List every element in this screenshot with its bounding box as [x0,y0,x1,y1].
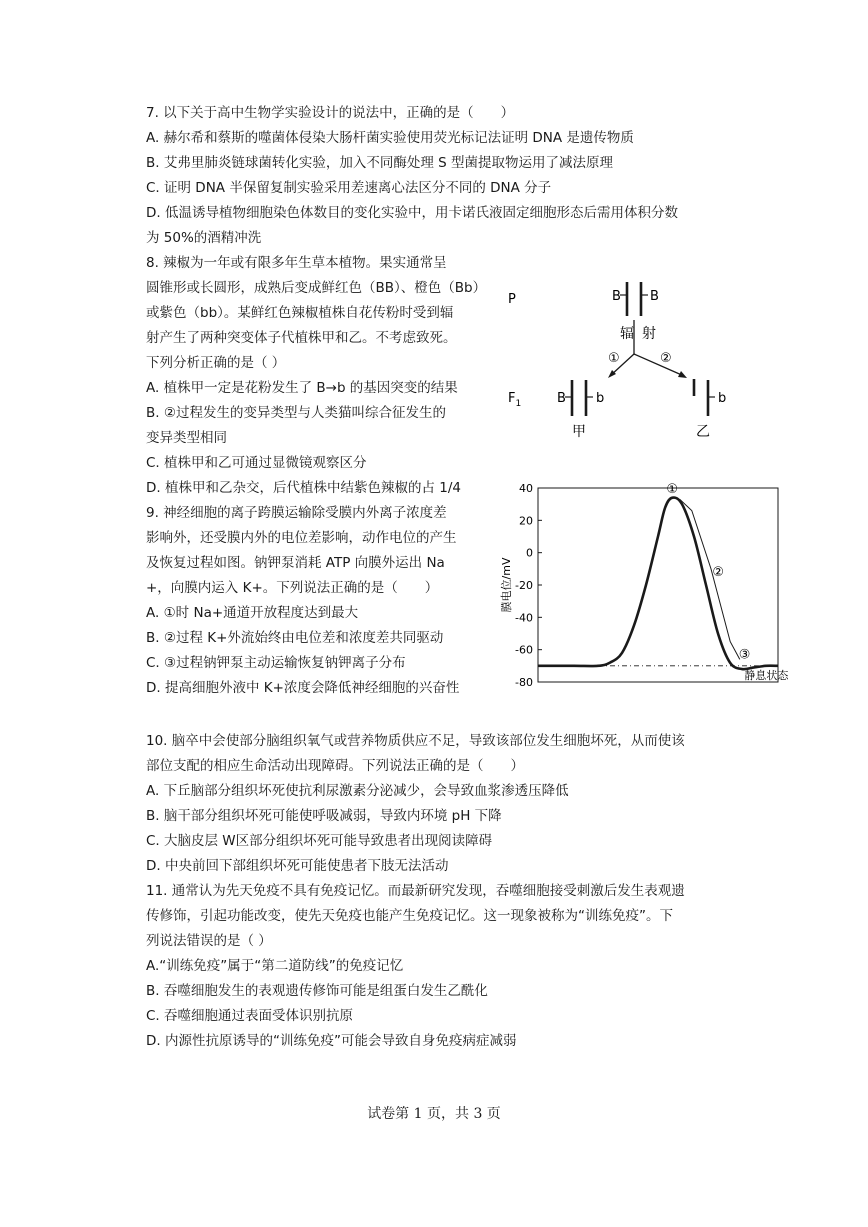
y-tick-label: 0 [526,546,533,560]
path-2-arrowhead [678,371,687,378]
q8-stem-4: 射产生了两种突变体子代植株甲和乙。不考虑致死。 [146,330,457,346]
q9-option-a: A. ①时 Na+通道开放程度达到最大 [146,605,359,621]
stage-label-2: ② [712,565,725,581]
q7-option-b: B. 艾弗里肺炎链球菌转化实验，加入不同酶处理 S 型菌提取物运用了减法原理 [146,155,613,171]
path-2-label: ② [660,351,672,366]
stage-label-3: ③ [738,647,751,663]
q10-stem-1: 10. 脑卒中会使部分脑组织氧气或营养物质供应不足，导致该部位发生细胞坏死，从而使该 [146,733,685,749]
y-tick-label: 20 [519,514,533,528]
q10-option-b: B. 脑干部分组织坏死可能使呼吸减弱，导致内环境 pH 下降 [146,808,502,824]
path-2-arrow [634,354,684,376]
q10-option-c: C. 大脑皮层 W区部分组织坏死可能导致患者出现阅读障碍 [146,833,493,849]
q8-option-a: A. 植株甲一定是花粉发生了 B→b 的基因突变的结果 [146,380,458,396]
q9-stem-1: 9. 神经细胞的离子跨膜运输除受膜内外离子浓度差 [146,505,447,521]
q10-stem-2: 部位支配的相应生命活动出现障碍。下列说法正确的是（ ） [146,758,524,774]
child2-label: 乙 [696,424,710,440]
child1-allele-left: B [557,391,566,406]
q7-option-d: D. 低温诱导植物细胞染色体数目的变化实验中，用卡诺氏液固定细胞形态后需用体积分数 [146,205,678,221]
q11-stem-2: 传修饰，引起功能改变，使先天免疫也能产生免疫记忆。这一现象被称为“训练免疫”。下 [146,908,673,924]
f1-label: $F_1$ [508,391,522,409]
q7-stem: 7. 以下关于高中生物学实验设计的说法中，正确的是（ ） [146,105,515,121]
p-label: P [508,292,516,307]
stage-labels [666,482,750,662]
y-tick-label: -80 [515,676,533,689]
q8-stem-5: 下列分析正确的是（ ） [146,355,286,371]
q8-option-b: B. ②过程发生的变异类型与人类猫叫综合征发生的 [146,405,446,421]
parent-allele-right: B [650,289,659,304]
q8-option-d: D. 植株甲和乙杂交，后代植株中结紫色辣椒的占 1/4 [146,480,461,496]
radiation-label-2: 射 [642,326,656,342]
y-tick-label: -20 [515,579,533,592]
q8-option-c: C. 植株甲和乙可通过显微镜观察区分 [146,455,367,471]
child1-allele-right: b [596,391,605,406]
y-axis-label: 膜电位/mV [500,557,513,613]
q8-stem-2: 圆锥形或长圆形，成熟后变成鲜红色（BB）、橙色（Bb） [146,280,487,296]
child2-allele-right: b [718,391,727,406]
resting-state-label: 静息状态 [744,668,789,682]
q7-option-d-cont: 为 50%的酒精冲洗 [146,230,262,246]
parent-allele-left: B [612,289,621,304]
path-1-label: ① [608,351,620,366]
q10-option-d: D. 中央前回下部组织坏死可能使患者下肢无法活动 [146,858,449,874]
q9-stem-3: 及恢复过程如图。钠钾泵消耗 ATP 向膜外运出 Na [146,555,445,571]
q8-option-b-cont: 变异类型相同 [146,430,227,446]
q11-stem-3: 列说法错误的是（ ） [146,933,272,949]
chromosome-mutation-diagram [500,276,760,444]
child1-label: 甲 [572,424,586,440]
series-membrane-potential [538,498,778,670]
q7-option-c: C. 证明 DNA 半保留复制实验采用差速离心法区分不同的 DNA 分子 [146,180,552,196]
q10-option-a: A. 下丘脑部分组织坏死使抗利尿激素分泌减少，会导致血浆渗透压降低 [146,783,569,799]
q9-option-b: B. ②过程 K+外流始终由电位差和浓度差共同驱动 [146,630,444,646]
stage-label-1: ① [666,482,679,498]
q9-option-c: C. ③过程钠钾泵主动运输恢复钠钾离子分布 [146,655,406,671]
q11-stem-1: 11. 通常认为先天免疫不具有免疫记忆。而最新研究发现，吞噬细胞接受刺激后发生表观遗 [146,883,685,899]
y-tick-label: -40 [515,611,533,625]
q11-option-d: D. 内源性抗原诱导的“训练免疫”可能会导致自身免疫病症减弱 [146,1033,517,1049]
q11-option-b: B. 吞噬细胞发生的表观遗传修饰可能是组蛋白发生乙酰化 [146,983,488,999]
radiation-label-1: 辐 [620,326,634,342]
q9-option-d: D. 提高细胞外液中 K+浓度会降低神经细胞的兴奋性 [146,680,460,696]
q8-stem-3: 或紫色（bb）。某鲜红色辣椒植株自花传粉时受到辐 [146,305,454,321]
q11-option-a: A.“训练免疫”属于“第二道防线”的免疫记忆 [146,958,404,974]
action-potential-chart [494,478,794,692]
y-tick-label: -60 [515,643,533,657]
q9-stem-2: 影响外，还受膜内外的电位差影响，动作电位的产生 [146,530,457,546]
page-footer: 试卷第 1 页，共 3 页 [367,1106,501,1122]
q7-option-a: A. 赫尔希和蔡斯的噬菌体侵染大肠杆菌实验使用荧光标记法证明 DNA 是遗传物质 [146,130,634,146]
q8-stem-1: 8. 辣椒为一年或有限多年生草本植物。果实通常呈 [146,255,447,271]
q9-stem-4: +，向膜内运入 K+。下列说法正确的是（ ） [146,580,439,596]
q11-option-c: C. 吞噬细胞通过表面受体识别抗原 [146,1008,354,1024]
y-tick-label: 40 [519,482,533,495]
